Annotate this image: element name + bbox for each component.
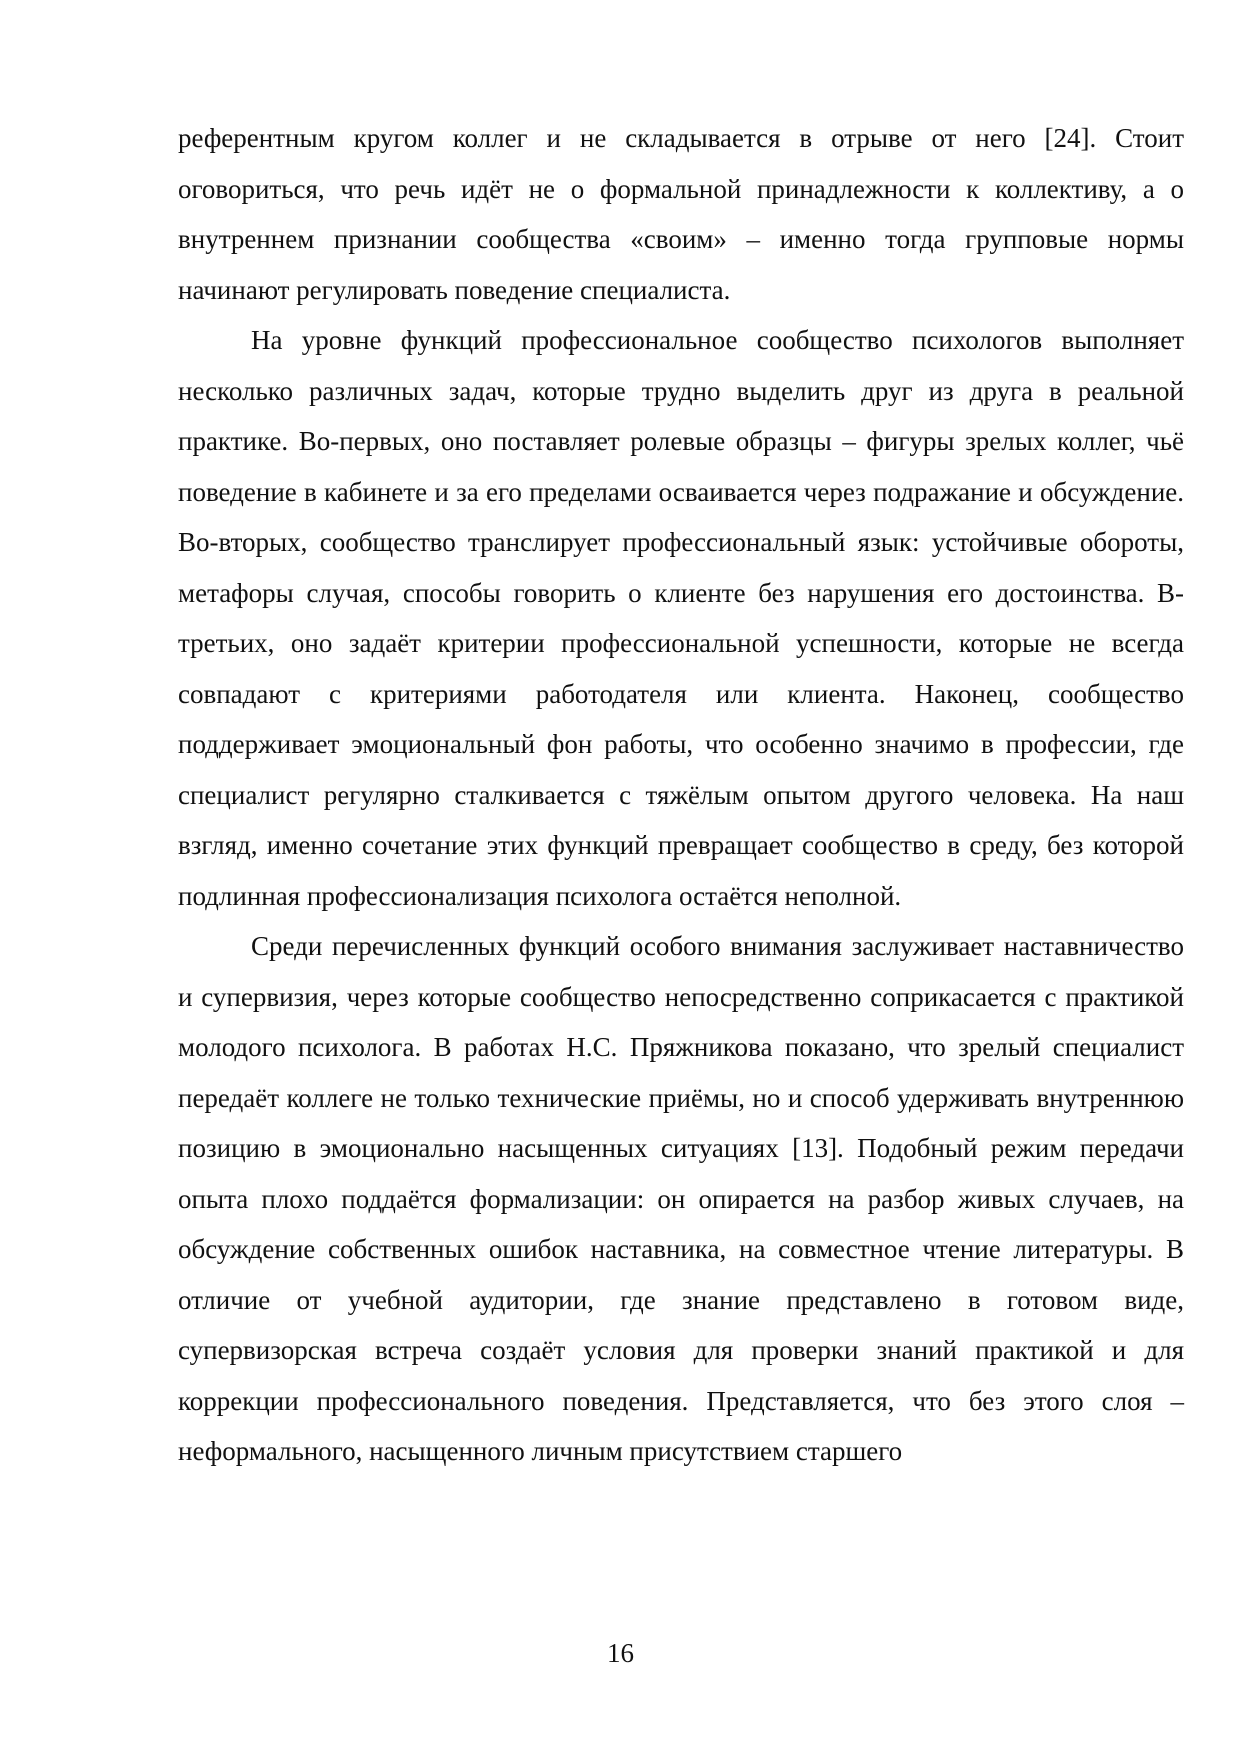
- paragraph-functions: На уровне функций профессиональное сообщество психологов выполняет несколько различных задач, которые трудно выделить друг из друга в реальной практике. Во-первых, оно поставляет ролевые образцы – фигуры зрелых коллег, чьё поведение в кабинете и за его пределами осваивается через подражание и обсуждение. Во-вторых, сообщество транслирует профессиональный язык: устойчивые обороты, метафоры случая, способы говорить о клиенте без нарушения его достоинства. В-третьих, оно задаёт критерии профессиональной успешности, которые не всегда совпадают с критериями работодателя или клиента. Наконец, сообщество поддерживает эмоциональный фон работы, что особенно значимо в профессии, где специалист регулярно сталкивается с тяжёлым опытом другого человека. На наш взгляд, именно сочетание этих функций превращает сообщество в среду, без которой подлинная профессионализация психолога остаётся неполной.: [178, 325, 1184, 911]
- paragraph-mentoring: Среди перечисленных функций особого внимания заслуживает наставничество и супервизия, через которые сообщество непосредственно соприкасается с практикой молодого психолога. В работах Н.С. Пряжникова показано, что зрелый специалист передаёт коллеге не только технические приёмы, но и способ удерживать внутреннюю позицию в эмоционально насыщенных ситуациях [13]. Подобный режим передачи опыта плохо поддаётся формализации: он опирается на разбор живых случаев, на обсуждение собственных ошибок наставника, на совместное чтение литературы. В отличие от учебной аудитории, где знание представлено в готовом виде, супервизорская встреча создаёт условия для проверки знаний практикой и для коррекции профессионального поведения. Представляется, что без этого слоя – неформального, насыщенного личным присутствием старшего: [178, 931, 1184, 1466]
- paragraph-continuation: референтным кругом коллег и не складывается в отрыве от него [24]. Стоит оговориться, что речь идёт не о формальной принадлежности к коллективу, а о внутреннем признании сообщества «своим» – именно тогда групповые нормы начинают регулировать поведение специалиста.: [178, 123, 1184, 305]
- body-text: [178, 113, 1184, 1477]
- page-number: 16: [607, 1638, 634, 1668]
